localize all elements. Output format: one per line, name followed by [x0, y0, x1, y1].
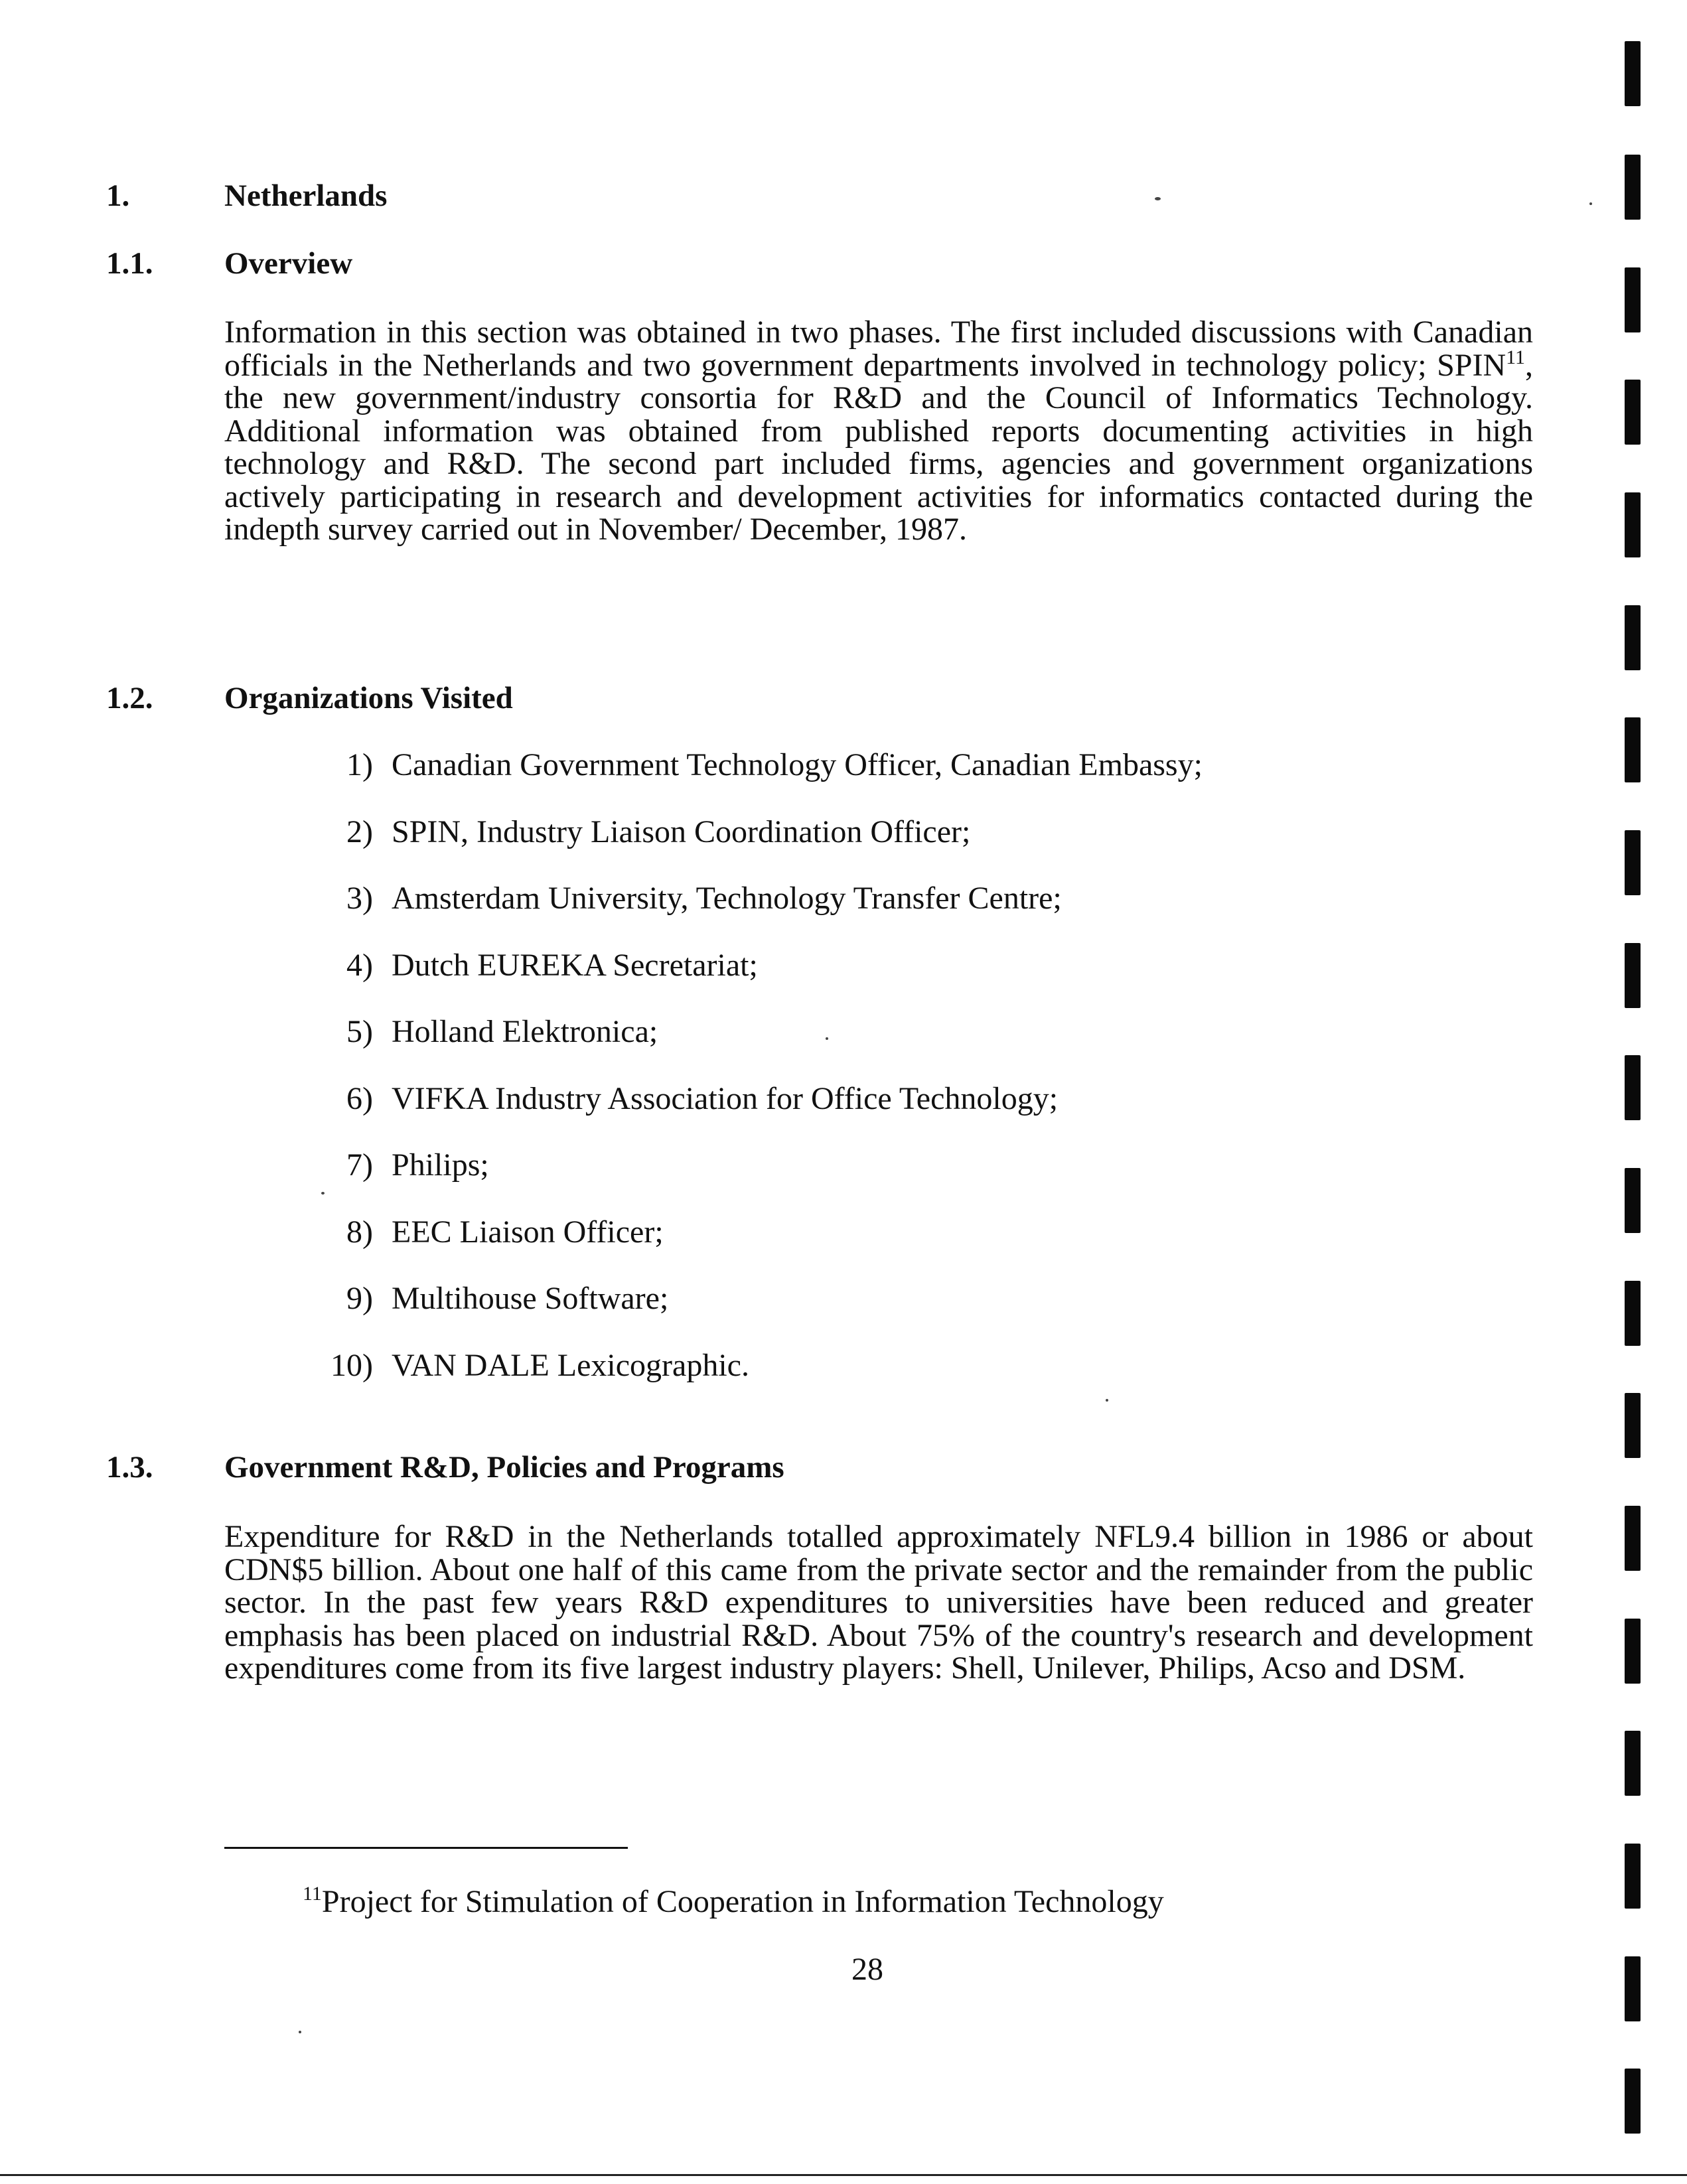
binding-mark — [1625, 1393, 1641, 1458]
scan-edge — [0, 2174, 1687, 2176]
binding-mark — [1625, 1506, 1641, 1571]
binding-mark — [1625, 1168, 1641, 1233]
section-heading-organizations-visited: Organizations Visited — [224, 681, 513, 715]
footnote-separator — [224, 1847, 628, 1849]
binding-mark — [1625, 267, 1641, 332]
binding-mark — [1625, 1731, 1641, 1796]
binding-mark — [1625, 380, 1641, 445]
binding-mark — [1625, 155, 1641, 220]
section-heading-netherlands: Netherlands — [224, 179, 388, 213]
binding-mark — [1625, 1844, 1641, 1909]
page-number: 28 — [851, 1952, 883, 1987]
scan-speck — [321, 1192, 325, 1195]
footnote-reference: 11 — [1506, 346, 1525, 368]
binding-mark — [1625, 2069, 1641, 2134]
section-number: 1.3. — [106, 1450, 153, 1485]
scan-speck — [299, 2031, 301, 2033]
section-number: 1.1. — [106, 246, 153, 281]
binding-mark — [1625, 1055, 1641, 1120]
binding-mark — [1625, 1281, 1641, 1346]
binding-mark — [1625, 1619, 1641, 1684]
section-heading-overview: Overview — [224, 246, 353, 281]
binding-mark — [1625, 1956, 1641, 2021]
section-number: 1.2. — [106, 681, 153, 715]
binding-mark — [1625, 492, 1641, 557]
section-heading-government-rd: Government R&D, Policies and Programs — [224, 1450, 784, 1485]
overview-paragraph: Information in this section was obtained in two phases. The first included discussions with Canadian officials in the Netherlands and two government departments involved in technology policy; SPIN$^{11}$, the new government/industry consortia for R&D and the Council of Informatics Technology. Additional information was obtained from published reports documenting activities in high technology and R&D. The second part included firms, agencies and government organizations actively participating in research and development activities for informatics contacted during the indepth survey carried out in November/ December, 1987. — [224, 315, 1533, 547]
binding-mark — [1625, 717, 1641, 782]
document-page: 1. Netherlands 1.1. Overview Information in this section was obtained in two phases. The first included discussions with Canadian officials in the Netherlands and two government departments involved in technology policy; SPIN$^{11}$, the new government/industry consortia for R&D and the Council of Informatics Technology. Additional information was obtained from published reports documenting activities in high technology and R&D. The second part included firms, agencies and government organizations actively participating in research and development activities for informatics contacted during the indepth survey carried out in November/ December, 1987. 1.2. Organizations Visited 1) Canadian Government Technology Officer, Canadian Embassy; 2) SPIN, Industry Liaison Coordination Officer; 3) Amsterdam University, Technology Transfer Centre; 4) Dutch EUREKA Secretariat; 5) Holland Elektronica; 6) VIFKA Industry Association for Office Technology; 7) Philips; 8) EEC Liaison Officer; 9) Multihouse Software; 10) VAN DALE Lexicographic. 1.3. Government R&D, Policies and Programs Expenditure for R&D in the Netherlands totalled approximately NFL9.4 billion in 1986 or about CDN$5 billion. About one half of this came from the private sector and the remainder from the public sector. In the past few years R&D expenditures to universities have been reduced and greater emphasis has been placed on industrial R&D. About 75% of the country's research and development expenditures come from its five largest industry players: Shell, Unilever, Philips, Acso and DSM. $^{11}$Project for Stimulation of Cooperation in Information Technology 28 — [0, 0, 1687, 2184]
footnote — [303, 1882, 1164, 1922]
binding-mark — [1625, 41, 1641, 106]
scan-speck — [1106, 1399, 1108, 1402]
footnote-number: 11 — [303, 1883, 322, 1905]
binding-mark — [1625, 943, 1641, 1008]
scan-speck — [1589, 202, 1592, 205]
scan-speck — [826, 1037, 828, 1040]
binding-mark — [1625, 830, 1641, 895]
binding-mark — [1625, 605, 1641, 670]
footnote-text: Project for Stimulation of Cooperation in Information Technology — [321, 1884, 1164, 1919]
government-paragraph: Expenditure for R&D in the Netherlands totalled approximately NFL9.4 billion in 1986 or about CDN$5 billion. About one half of this came from the private sector and the remainder from the public sector. In the past few years R&D expenditures to universities have been reduced and greater emphasis has been placed on industrial R&D. About 75% of the country's research and development expenditures come from its five largest industry players: Shell, Unilever, Philips, Acso and DSM. — [224, 1519, 1533, 1686]
section-number: 1. — [106, 179, 130, 213]
scan-speck — [1155, 197, 1161, 200]
